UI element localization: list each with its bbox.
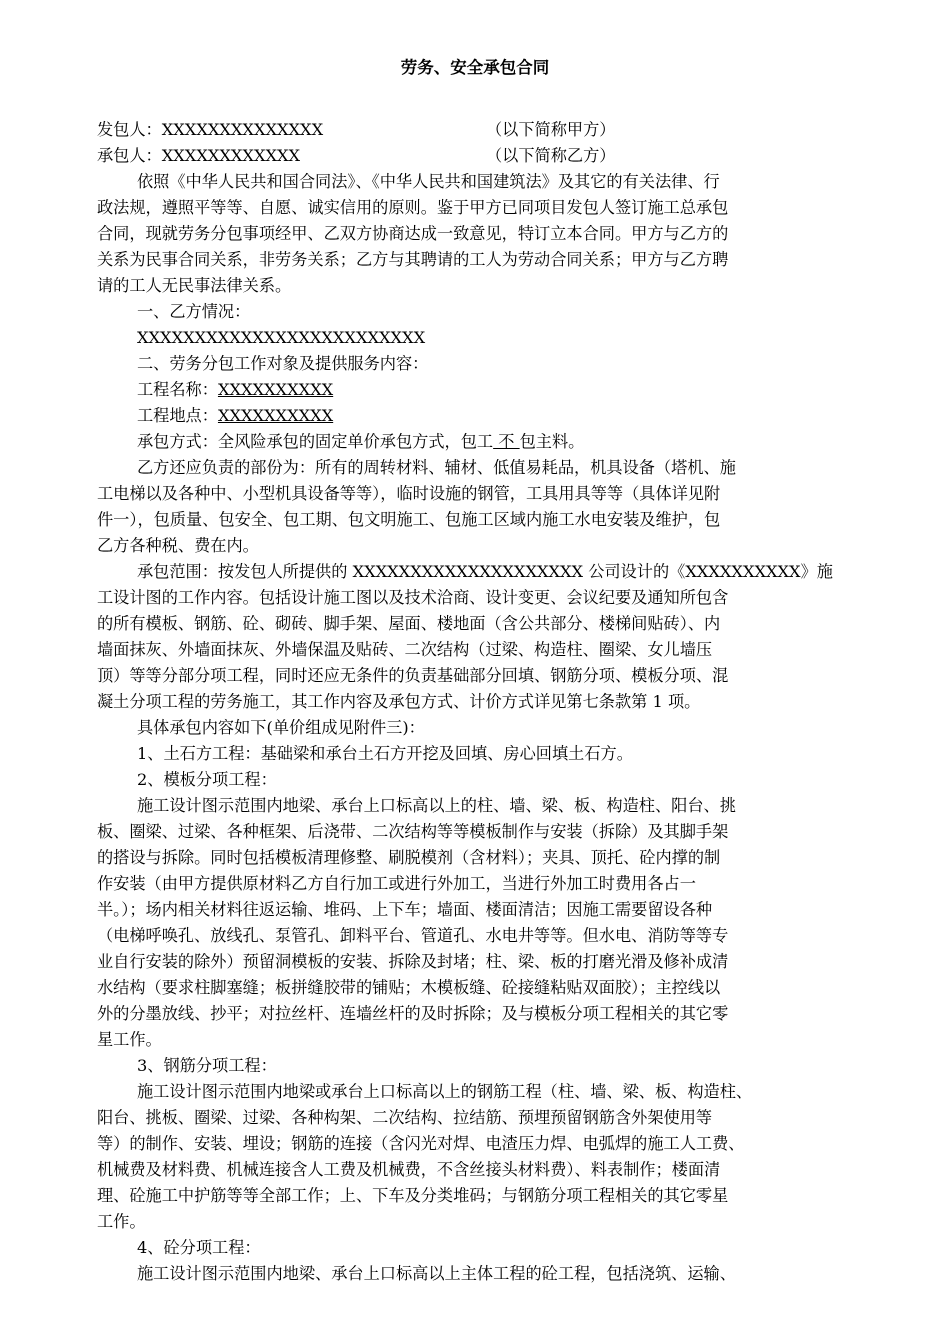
paragraph-line: （电梯呼唤孔、放线孔、泵管孔、卸料平台、管道孔、水电井等等。但水电、消防等等专 [97, 926, 729, 945]
paragraph-line: 施工设计图示范围内地梁或承台上口标高以上的钢筋工程（柱、墙、梁、板、构造柱、 [137, 1082, 753, 1101]
paragraph-line: 工电梯以及各种中、小型机具设备等等），临时设施的钢管，工具用具等等（具体详见附 [97, 484, 721, 503]
paragraph-line: 施工设计图示范围内地梁、承台上口标高以上主体工程的砼工程，包括浇筑、运输、 [137, 1264, 736, 1283]
paragraph-line: 理、砼施工中护筋等等全部工作；上、下车及分类堆码；与钢筋分项工程相关的其它零星 [97, 1186, 729, 1205]
project-name-value: XXXXXXXXXX [217, 380, 334, 399]
contract-mode-underlined: 不 [493, 432, 520, 451]
paragraph-line: 墙面抹灰、外墙面抹灰、外墙保温及贴砖、二次结构（过梁、构造柱、圈梁、女儿墙压 [97, 640, 713, 659]
paragraph-line: 合同，现就劳务分包事项经甲、乙双方协商达成一致意见，特订立本合同。甲方与乙方的 [97, 224, 729, 243]
item-heading: 3、钢筋分项工程： [137, 1056, 277, 1075]
paragraph-line: 工设计图的工作内容。包括设计施工图以及技术洽商、设计变更、会议纪要及通知所包含 [97, 588, 729, 607]
paragraph-line: 件一），包质量、包安全、包工期、包文明施工、包施工区域内施工水电安装及维护，包 [97, 510, 721, 529]
paragraph-line: 作安装（由甲方提供原材料乙方自行加工或进行外加工，当进行外加工时费用各占一 [97, 874, 696, 893]
paragraph-line: 施工设计图示范围内地梁、承台上口标高以上的柱、墙、梁、板、构造柱、阳台、挑 [137, 796, 736, 815]
paragraph-line: 外的分墨放线、抄平；对拉丝杆、连墙丝杆的及时拆除；及与模板分项工程相关的其它零 [97, 1004, 729, 1023]
contractor-line [97, 117, 323, 143]
contract-mode [137, 429, 584, 455]
subcontractor-info: XXXXXXXXXXXXXXXXXXXXXXXXX [137, 328, 426, 347]
paragraph-line: 板、圈梁、过梁、各种框架、后浇带、二次结构等等模板制作与安装（拆除）及其脚手架 [97, 822, 729, 841]
paragraph-line: 的所有模板、钢筋、砼、砌砖、脚手架、屋面、楼地面（含公共部分、楼梯间贴砖）、内 [97, 614, 721, 633]
contractor-alias: （以下简称甲方） [486, 120, 616, 139]
paragraph-line: 机械费及材料费、机械连接含人工费及机械费，不含丝接头材料费）、料表制作；楼面清 [97, 1160, 721, 1179]
paragraph-line: 凝土分项工程的劳务施工，其工作内容及承包方式、计价方式详见第七条款第 1 项。 [97, 692, 701, 711]
contract-mode-prefix: 承包方式：全风险承包的固定单价承包方式，包工 [137, 432, 494, 451]
paragraph-line: 的搭设与拆除。同时包括模板清理修整、刷脱模剂（含材料）；夹具、顶托、砼内撑的制 [97, 848, 721, 867]
paragraph-line: 乙方各种税、费在内。 [97, 536, 259, 555]
paragraph-line: 承包范围：按发包人所提供的 XXXXXXXXXXXXXXXXXXXX 公司设计的《XXXXXXXXXX》施 [137, 562, 833, 581]
paragraph-line: 阳台、挑板、圈梁、过梁、各种构架、二次结构、拉结筋、预埋预留钢筋含外架使用等 [97, 1108, 713, 1127]
project-location [137, 403, 333, 429]
paragraph-line: 星工作。 [97, 1030, 162, 1049]
item-heading: 4、砼分项工程： [137, 1238, 261, 1257]
project-name [137, 377, 333, 403]
paragraph-line: 政法规，遵照平等等、自愿、诚实信用的原则。鉴于甲方已同项目发包人签订施工总承包 [97, 198, 729, 217]
paragraph-line: 业自行安装的除外）预留洞模板的安装、拆除及封堵；柱、梁、板的打磨光滑及修补成清 [97, 952, 729, 971]
paragraph-line: 乙方还应负责的部份为：所有的周转材料、辅材、低值易耗品，机具设备（塔机、施 [137, 458, 736, 477]
project-location-label: 工程地点： [137, 406, 218, 425]
section-heading: 一、乙方情况： [137, 302, 251, 321]
paragraph-line: 关系为民事合同关系，非劳务关系；乙方与其聘请的工人为劳动合同关系；甲方与乙方聘 [97, 250, 729, 269]
paragraph-line: 工作。 [97, 1212, 146, 1231]
contractor-label: 发包人： [97, 120, 162, 139]
subcontractor-line [97, 143, 300, 169]
item-heading: 2、模板分项工程： [137, 770, 277, 789]
project-name-label: 工程名称： [137, 380, 218, 399]
paragraph-line: 等）的制作、安装、埋设；钢筋的连接（含闪光对焊、电渣压力焊、电弧焊的施工人工费、 [97, 1134, 745, 1153]
item-earthwork: 1、土石方工程：基础梁和承台土石方开挖及回填、房心回填土石方。 [137, 744, 633, 763]
section-heading: 二、劳务分包工作对象及提供服务内容： [137, 354, 429, 373]
subcontractor-label: 承包人： [97, 146, 162, 165]
contract-mode-suffix: 包主料。 [519, 432, 585, 451]
contractor-name: XXXXXXXXXXXXXX [161, 120, 324, 139]
document-title: 劳务、安全承包合同 [400, 58, 550, 77]
paragraph-line: 半。）；场内相关材料往返运输、堆码、上下车；墙面、楼面清洁；因施工需要留设各种 [97, 900, 713, 919]
project-location-value: XXXXXXXXXX [217, 406, 334, 425]
paragraph-line: 依照《中华人民共和国合同法》、《中华人民共和国建筑法》及其它的有关法律、行 [137, 172, 720, 191]
paragraph-line: 请的工人无民事法律关系。 [97, 276, 292, 295]
paragraph-line: 水结构（要求柱脚塞缝；板拼缝胶带的铺贴；木模板缝、砼接缝粘贴双面胶）；主控线以 [97, 978, 721, 997]
subcontractor-alias: （以下简称乙方） [486, 146, 616, 165]
detail-heading: 具体承包内容如下(单价组成见附件三)： [137, 718, 425, 737]
subcontractor-name: XXXXXXXXXXXX [161, 146, 301, 165]
paragraph-line: 顶）等等分部分项工程，同时还应无条件的负责基础部分回填、钢筋分项、模板分项、混 [97, 666, 729, 685]
